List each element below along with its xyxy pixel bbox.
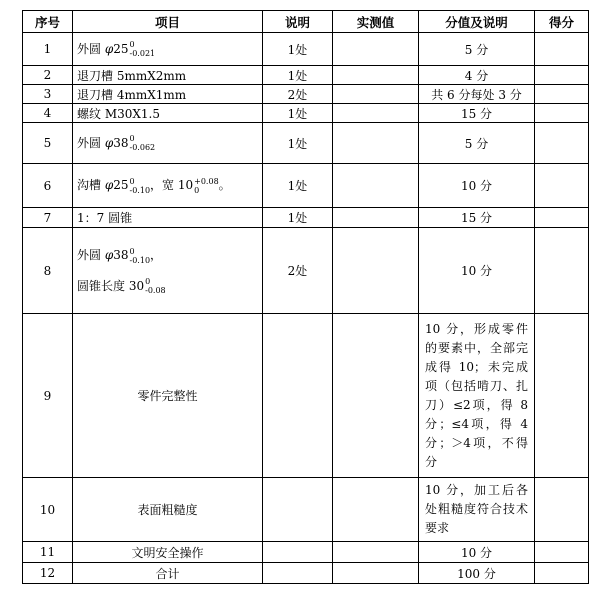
table-row: [23, 66, 589, 85]
header-score: 分值及说明: [419, 11, 535, 33]
row-note: 1处: [263, 104, 333, 123]
row-score: 100 分: [419, 563, 535, 584]
row-item: 零件完整性: [73, 314, 263, 478]
row-result: [535, 542, 589, 563]
row-measured: [333, 33, 419, 66]
table-row: [23, 208, 589, 228]
row-score: 10 分，加工后各处粗糙度符合技术要求: [419, 478, 535, 542]
tolerance: 0 -0.062: [129, 134, 156, 153]
row-note: 1处: [263, 123, 333, 164]
row-measured: [333, 563, 419, 584]
row-result: [535, 208, 589, 228]
row-score: 10 分: [419, 228, 535, 314]
row-measured: [333, 228, 419, 314]
row-no: 1: [23, 33, 73, 66]
row-no: 3: [23, 85, 73, 104]
table-row: [23, 563, 589, 584]
row-score: 10 分: [419, 542, 535, 563]
row-no: 12: [23, 563, 73, 584]
row-item: 退刀槽 4mmX1mm: [73, 85, 263, 104]
row-score: 5 分: [419, 33, 535, 66]
row-measured: [333, 478, 419, 542]
row-score: 15 分: [419, 208, 535, 228]
table-row: [23, 85, 589, 104]
row-result: [535, 228, 589, 314]
row-item: 沟槽 φ25 0 -0.10 ，宽 10 +0.08 0 。: [73, 164, 263, 208]
diameter-symbol: φ: [104, 178, 114, 193]
row-item: 合计: [73, 563, 263, 584]
row-score: 10 分，形成零件的要素中，全部完成得 10；未完成项（包括啃刀、扎刀）≤2项，得 8分；≤4项，得 4分；＞4项，不得分: [419, 314, 535, 478]
header-item: 项目: [73, 11, 263, 33]
row-result: [535, 123, 589, 164]
scoring-table: [22, 10, 589, 584]
row-item: 外圆 φ38 0 -0.10 ， 圆锥长度 30 0 -0.08: [73, 228, 263, 314]
row-score: 共 6 分每处 3 分: [419, 85, 535, 104]
row-result: [535, 66, 589, 85]
tolerance: 0 -0.08: [145, 277, 166, 295]
row-note: 2处: [263, 228, 333, 314]
row-note: 2处: [263, 85, 333, 104]
row-note: [263, 478, 333, 542]
diameter-symbol: φ: [104, 248, 114, 262]
row-item: 表面粗糙度: [73, 478, 263, 542]
row-no: 11: [23, 542, 73, 563]
header-result: 得分: [535, 11, 589, 33]
row-no: 6: [23, 164, 73, 208]
table-row: [23, 542, 589, 563]
row-note: [263, 563, 333, 584]
row-measured: [333, 104, 419, 123]
row-score: 5 分: [419, 123, 535, 164]
table-row: [23, 164, 589, 208]
row-measured: [333, 164, 419, 208]
row-note: 1处: [263, 66, 333, 85]
row-score: 4 分: [419, 66, 535, 85]
row-item: 1：7 圆锥: [73, 208, 263, 228]
row-note: 1处: [263, 208, 333, 228]
row-no: 2: [23, 66, 73, 85]
tolerance: 0 -0.10: [129, 176, 151, 195]
row-measured: [333, 314, 419, 478]
table-row: [23, 228, 589, 314]
row-item: 外圆 φ38 0 -0.062: [73, 123, 263, 164]
row-measured: [333, 66, 419, 85]
row-note: 1处: [263, 164, 333, 208]
tolerance: +0.08 0: [194, 176, 219, 195]
table-row: [23, 123, 589, 164]
row-measured: [333, 85, 419, 104]
row-item: 螺纹 M30X1.5: [73, 104, 263, 123]
row-note: [263, 314, 333, 478]
row-no: 10: [23, 478, 73, 542]
diameter-symbol: φ: [104, 135, 114, 150]
header-note: 说明: [263, 11, 333, 33]
row-result: [535, 563, 589, 584]
table-row: [23, 478, 589, 542]
row-item: 退刀槽 5mmX2mm: [73, 66, 263, 85]
row-measured: [333, 542, 419, 563]
row-score: 15 分: [419, 104, 535, 123]
row-no: 4: [23, 104, 73, 123]
table-row: [23, 104, 589, 123]
row-no: 9: [23, 314, 73, 478]
row-measured: [333, 123, 419, 164]
row-result: [535, 478, 589, 542]
tolerance: 0 -0.10: [129, 246, 151, 265]
row-note: [263, 542, 333, 563]
header-measured: 实测值: [333, 11, 419, 33]
row-result: [535, 85, 589, 104]
table-row: [23, 33, 589, 66]
row-result: [535, 314, 589, 478]
tolerance: 0 -0.021: [129, 40, 156, 59]
row-no: 5: [23, 123, 73, 164]
row-item: 文明安全操作: [73, 542, 263, 563]
row-no: 8: [23, 228, 73, 314]
header-no: 序号: [23, 11, 73, 33]
diameter-symbol: φ: [104, 41, 114, 56]
row-note: 1处: [263, 33, 333, 66]
row-score: 10 分: [419, 164, 535, 208]
row-no: 7: [23, 208, 73, 228]
table-row: [23, 314, 589, 478]
row-result: [535, 33, 589, 66]
row-result: [535, 104, 589, 123]
row-item: 外圆 φ25 0 -0.021: [73, 33, 263, 66]
header-row: [23, 11, 589, 33]
row-result: [535, 164, 589, 208]
row-measured: [333, 208, 419, 228]
